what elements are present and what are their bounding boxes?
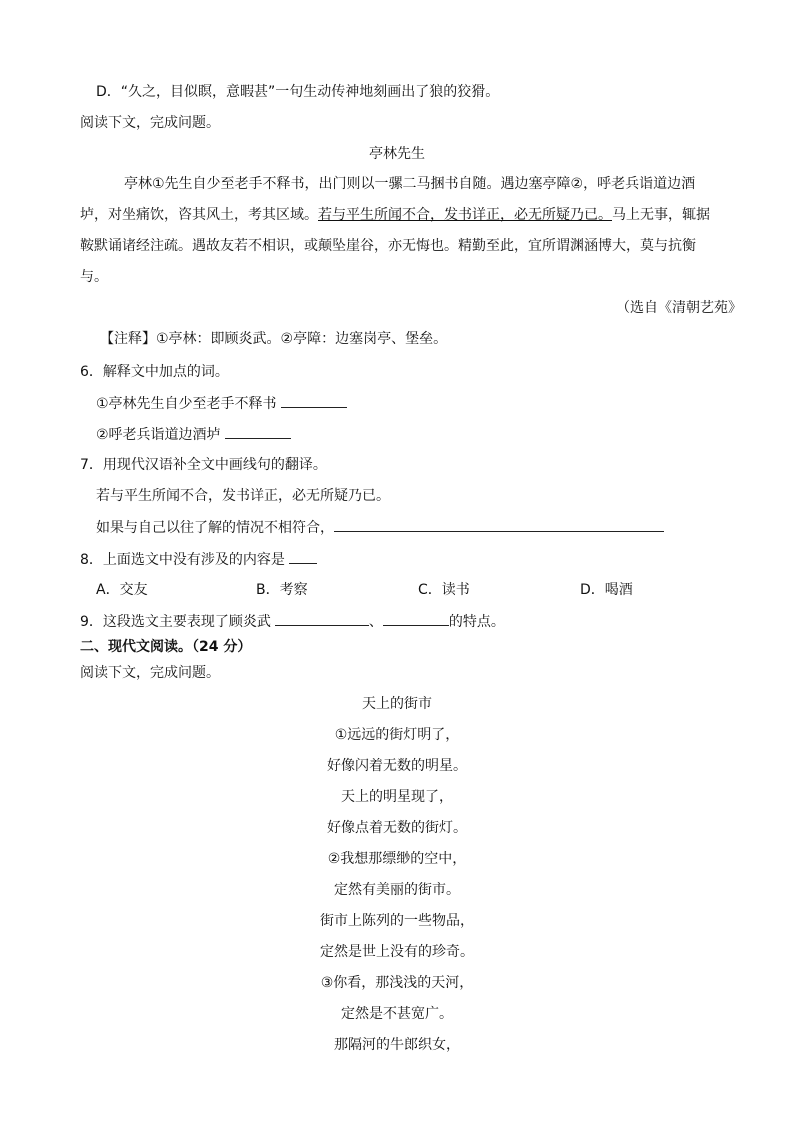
question-text: ②呼老兵诣道边酒垆: [96, 427, 221, 443]
poem-line: 那隔河的牛郎织女，: [334, 1037, 460, 1053]
underlined-sentence: 若与平生所闻不合，发书详正，必无所疑乃已。: [318, 207, 612, 223]
option-c[interactable]: C．读书: [418, 582, 470, 598]
option-d: D．“久之，目似瞑，意暇甚”一句生动传神地刻画出了狼的狡猾。: [96, 84, 500, 100]
poem-line: 定然是不甚宽广。: [341, 1006, 453, 1022]
question-7: 7．用现代汉语补全文中画线句的翻译。: [80, 457, 327, 473]
question-text: ①亭林先生自少至老手不释书: [96, 396, 277, 412]
poem-line: 定然是世上没有的珍奇。: [320, 944, 474, 960]
translation-prefix: 如果与自己以往了解的情况不相符合，: [96, 520, 334, 536]
annotation-note: 【注释】①亭林：即顾炎武。②亭障：边塞岗亭、堡垒。: [100, 331, 448, 347]
question-7-translation: [96, 517, 664, 538]
option-a[interactable]: A．交友: [96, 582, 148, 598]
passage-line-4: 与。: [80, 269, 108, 285]
question-9: [80, 611, 505, 632]
poem-line: 好像点着无数的街灯。: [327, 820, 467, 836]
answer-blank[interactable]: [281, 393, 347, 408]
question-6: 6．解释文中加点的词。: [80, 364, 229, 380]
separator: 、: [368, 614, 383, 630]
passage-line-2: [80, 205, 710, 225]
answer-blank[interactable]: [383, 611, 449, 626]
reading-instruction: 阅读下文，完成问题。: [80, 665, 220, 681]
poem-title: 天上的街市: [362, 696, 432, 712]
passage-line-3: 鞍默诵诸经注疏。遇故友若不相识，或颠坠崖谷，亦无悔也。精勤至此，宜所谓渊涵博大，莫与抗衡: [80, 238, 696, 254]
poem-line: 好像闪着无数的明星。: [327, 758, 467, 774]
question-text: 的特点。: [448, 614, 505, 630]
poem-line: 天上的明星现了，: [341, 789, 453, 805]
passage-line-1: 亭林①先生自少至老手不释书，出门则以一骡二马捆书自随。遇边塞亭障②，呼老兵诣道边酒: [124, 176, 696, 192]
reading-instruction: 阅读下文，完成问题。: [80, 115, 220, 131]
answer-blank[interactable]: [275, 611, 369, 626]
poem-line: 街市上陈列的一些物品，: [320, 913, 474, 929]
answer-blank[interactable]: [334, 517, 664, 532]
question-6-item-2: [96, 424, 291, 445]
poem-line: ②我想那缥缈的空中，: [327, 851, 467, 867]
question-text: 9．这段选文主要表现了顾炎武: [80, 614, 271, 630]
question-7-sentence: 若与平生所闻不合，发书详正，必无所疑乃已。: [96, 488, 390, 504]
question-6-item-1: [96, 393, 347, 414]
answer-blank[interactable]: [225, 424, 291, 439]
passage-text: 垆，对坐痛饮，咨其风土，考其区域。: [80, 207, 318, 223]
option-b[interactable]: B．考察: [256, 582, 308, 598]
question-8: [80, 549, 317, 570]
poem-line: ①远远的街灯明了，: [334, 727, 460, 743]
passage-title: 亭林先生: [369, 146, 425, 162]
source-citation: （选自《清朝艺苑》: [616, 300, 742, 316]
answer-blank[interactable]: [289, 549, 317, 564]
option-d[interactable]: D．喝酒: [580, 582, 633, 598]
question-text: 8．上面选文中没有涉及的内容是: [80, 552, 285, 568]
poem-line: ③你看，那浅浅的天河，: [320, 975, 474, 991]
passage-text: 马上无事，辄据: [612, 207, 710, 223]
poem-line: 定然有美丽的街市。: [334, 882, 460, 898]
section-heading: 二、现代文阅读。（24 分）: [80, 639, 252, 655]
